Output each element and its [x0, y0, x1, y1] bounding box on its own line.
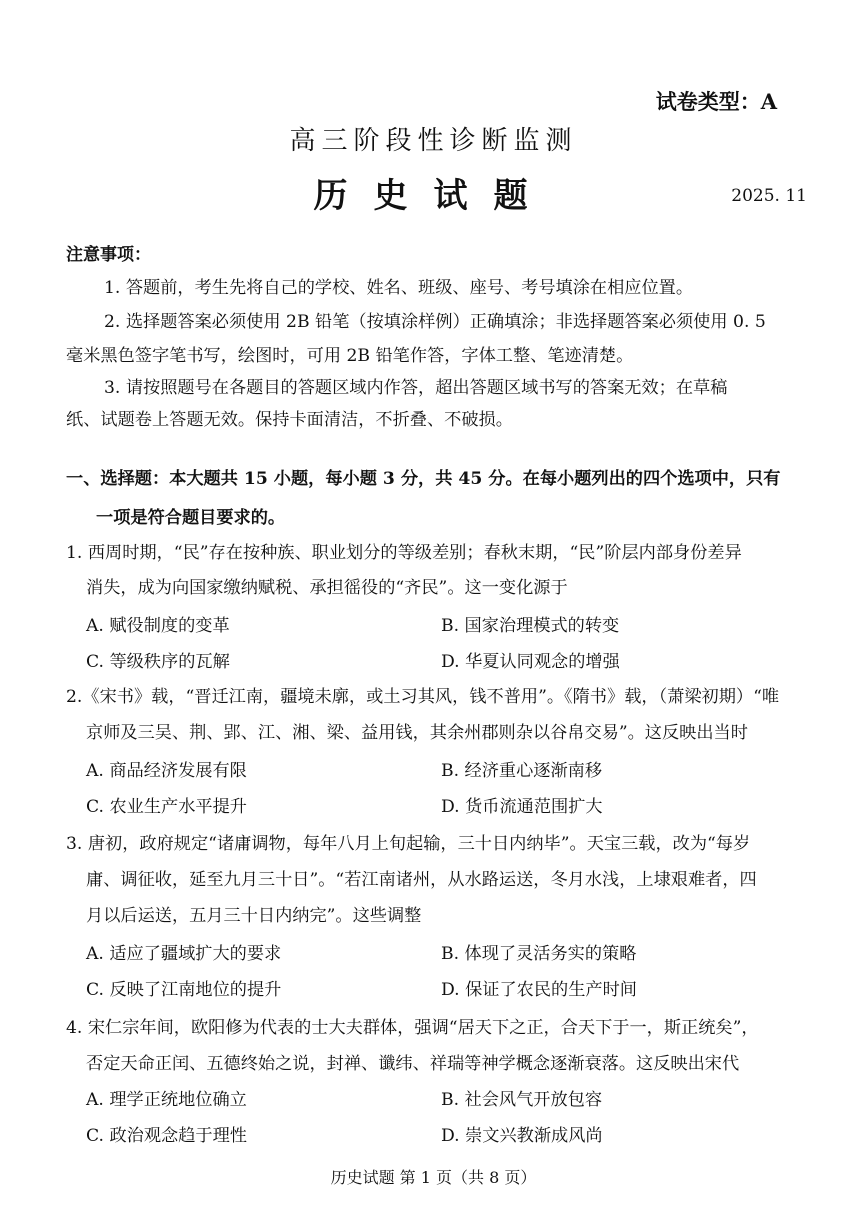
- notice-line-3: 毫米黑色签字笔书写，绘图时，可用 2B 铅笔作答，字体工整、笔迹清楚。: [66, 346, 634, 366]
- question-4-option-b: B. 社会风气开放包容: [441, 1090, 603, 1110]
- notice-line-5: 纸、试题卷上答题无效。保持卡面清洁，不折叠、不破损。: [66, 410, 513, 430]
- question-4-option-c: C. 政治观念趋于理性: [86, 1126, 247, 1146]
- question-2-option-c: C. 农业生产水平提升: [86, 797, 247, 817]
- question-2-option-a: A. 商品经济发展有限: [86, 761, 247, 781]
- notice-line-4: 3. 请按照题号在各题目的答题区域内作答，超出答题区域书写的答案无效；在草稿: [104, 378, 728, 398]
- exam-subtitle: 高三阶段性诊断监测: [289, 126, 578, 156]
- question-2-line-1: 2.《宋书》载，“晋迁江南，疆境未廓，或土习其风，钱不普用”。《隋书》载，（萧梁初期）“唯: [66, 687, 780, 707]
- question-4-line-2: 否定天命正闰、五德终始之说，封禅、谶纬、祥瑞等神学概念逐渐衰落。这反映出宋代: [86, 1054, 740, 1074]
- question-4-line-1: 4. 宋仁宗年间，欧阳修为代表的士大夫群体，强调“居天下之正，合天下于一，斯正统矣”，: [66, 1018, 759, 1038]
- question-3-option-a: A. 适应了疆域扩大的要求: [86, 944, 282, 964]
- question-1-option-b: B. 国家治理模式的转变: [441, 616, 620, 636]
- question-2-option-b: B. 经济重心逐渐南移: [441, 761, 603, 781]
- question-3-line-2: 庸、调征收，延至九月三十日”。“若江南诸州，从水路运送，冬月水浅，上埭艰难者，四: [86, 870, 757, 890]
- paper-type-label: 试卷类型：A: [655, 89, 777, 114]
- notice-line-1: 1. 答题前，考生先将自己的学校、姓名、班级、座号、考号填涂在相应位置。: [104, 278, 694, 298]
- question-1-option-a: A. 赋役制度的变革: [86, 616, 230, 636]
- question-3-option-c: C. 反映了江南地位的提升: [86, 980, 282, 1000]
- question-2-line-2: 京师及三吴、荆、郢、江、湘、梁、益用钱，其余州郡则杂以谷帛交易”。这反映出当时: [86, 723, 748, 743]
- page-title: 历史试题: [313, 176, 554, 216]
- page-footer: 历史试题 第 1 页（共 8 页）: [330, 1168, 537, 1187]
- question-3-option-d: D. 保证了农民的生产时间: [441, 980, 637, 1000]
- section-heading: 一、选择题：本大题共 15 小题，每小题 3 分，共 45 分。在每小题列出的四个选项中，只有: [66, 469, 781, 489]
- question-3-line-1: 3. 唐初，政府规定“诸庸调物，每年八月上旬起输，三十日内纳毕”。天宝三载，改为“每岁: [66, 834, 751, 854]
- question-3-line-3: 月以后运送，五月三十日内纳完”。这些调整: [86, 906, 422, 926]
- question-1-option-d: D. 华夏认同观念的增强: [441, 652, 620, 672]
- question-4-option-d: D. 崇文兴教渐成风尚: [441, 1126, 603, 1146]
- question-1-option-c: C. 等级秩序的瓦解: [86, 652, 230, 672]
- question-1-line-2: 消失，成为向国家缴纳赋税、承担徭役的“齐民”。这一变化源于: [86, 578, 568, 598]
- exam-date: 2025. 11: [731, 186, 807, 206]
- question-2-option-d: D. 货币流通范围扩大: [441, 797, 603, 817]
- question-3-option-b: B. 体现了灵活务实的策略: [441, 944, 637, 964]
- section-heading-cont: 一项是符合题目要求的。: [96, 508, 286, 528]
- question-1-line-1: 1. 西周时期，“民”存在按种族、职业划分的等级差别；春秋末期，“民”阶层内部身份差异: [66, 543, 742, 563]
- notice-line-2: 2. 选择题答案必须使用 2B 铅笔（按填涂样例）正确填涂；非选择题答案必须使用 0. 5: [104, 312, 766, 332]
- notice-heading: 注意事项：: [66, 245, 151, 265]
- question-4-option-a: A. 理学正统地位确立: [86, 1090, 247, 1110]
